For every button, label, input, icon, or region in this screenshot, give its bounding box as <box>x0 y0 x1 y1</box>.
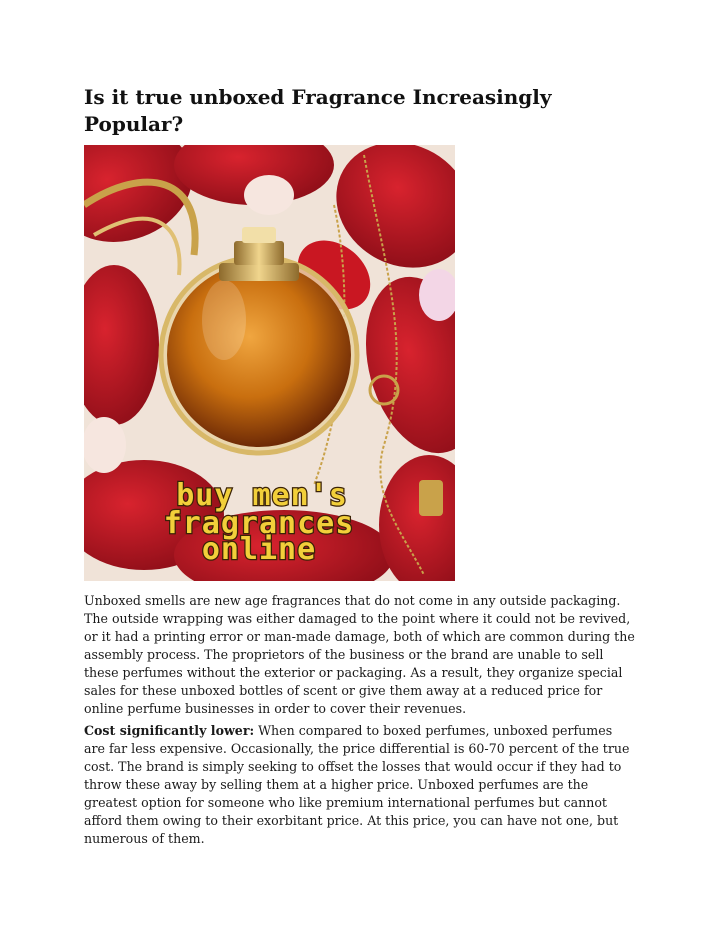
paragraph-lead: Cost significantly lower: <box>84 723 255 738</box>
article-title: Is it true unboxed Fragrance Increasingly Popular? <box>84 85 552 136</box>
perfume-illustration <box>84 145 455 581</box>
overlay-line-2: fragrances <box>163 506 355 541</box>
paragraph-text: Unboxed smells are new age fragrances that do not come in any outside packaging. The outside wrapping was either damaged to the point where it could not be revived, or it had a printing error or man-made damage, both of which are common during the assembly process. The proprietors of the business or the brand are unable to sell these perfumes without the exterior or packaging. As a result, they organize special sales for these unboxed bottles of scent or give them away at a reduced price for online perfume businesses in order to cover their revenues. <box>84 593 635 716</box>
paragraph-cost-lower <box>84 722 636 848</box>
perfume-photo <box>84 145 455 581</box>
paragraph-text: When compared to boxed perfumes, unboxed perfumes are far less expensive. Occasionally, the price differential is 60-70 percent of the true cost. The brand is simply seeking to offset the losses that would occur if they had to throw these away by selling them at a higher price. Unboxed perfumes are the greatest option for someone who like premium international perfumes but cannot afford them owing to their exorbitant price. At this price, you can have not one, but numerous of them. <box>84 723 630 846</box>
paragraph-unboxed-intro <box>84 592 636 718</box>
overlay-line-1: buy men's <box>176 478 348 513</box>
overlay-line-3: online <box>201 532 317 567</box>
